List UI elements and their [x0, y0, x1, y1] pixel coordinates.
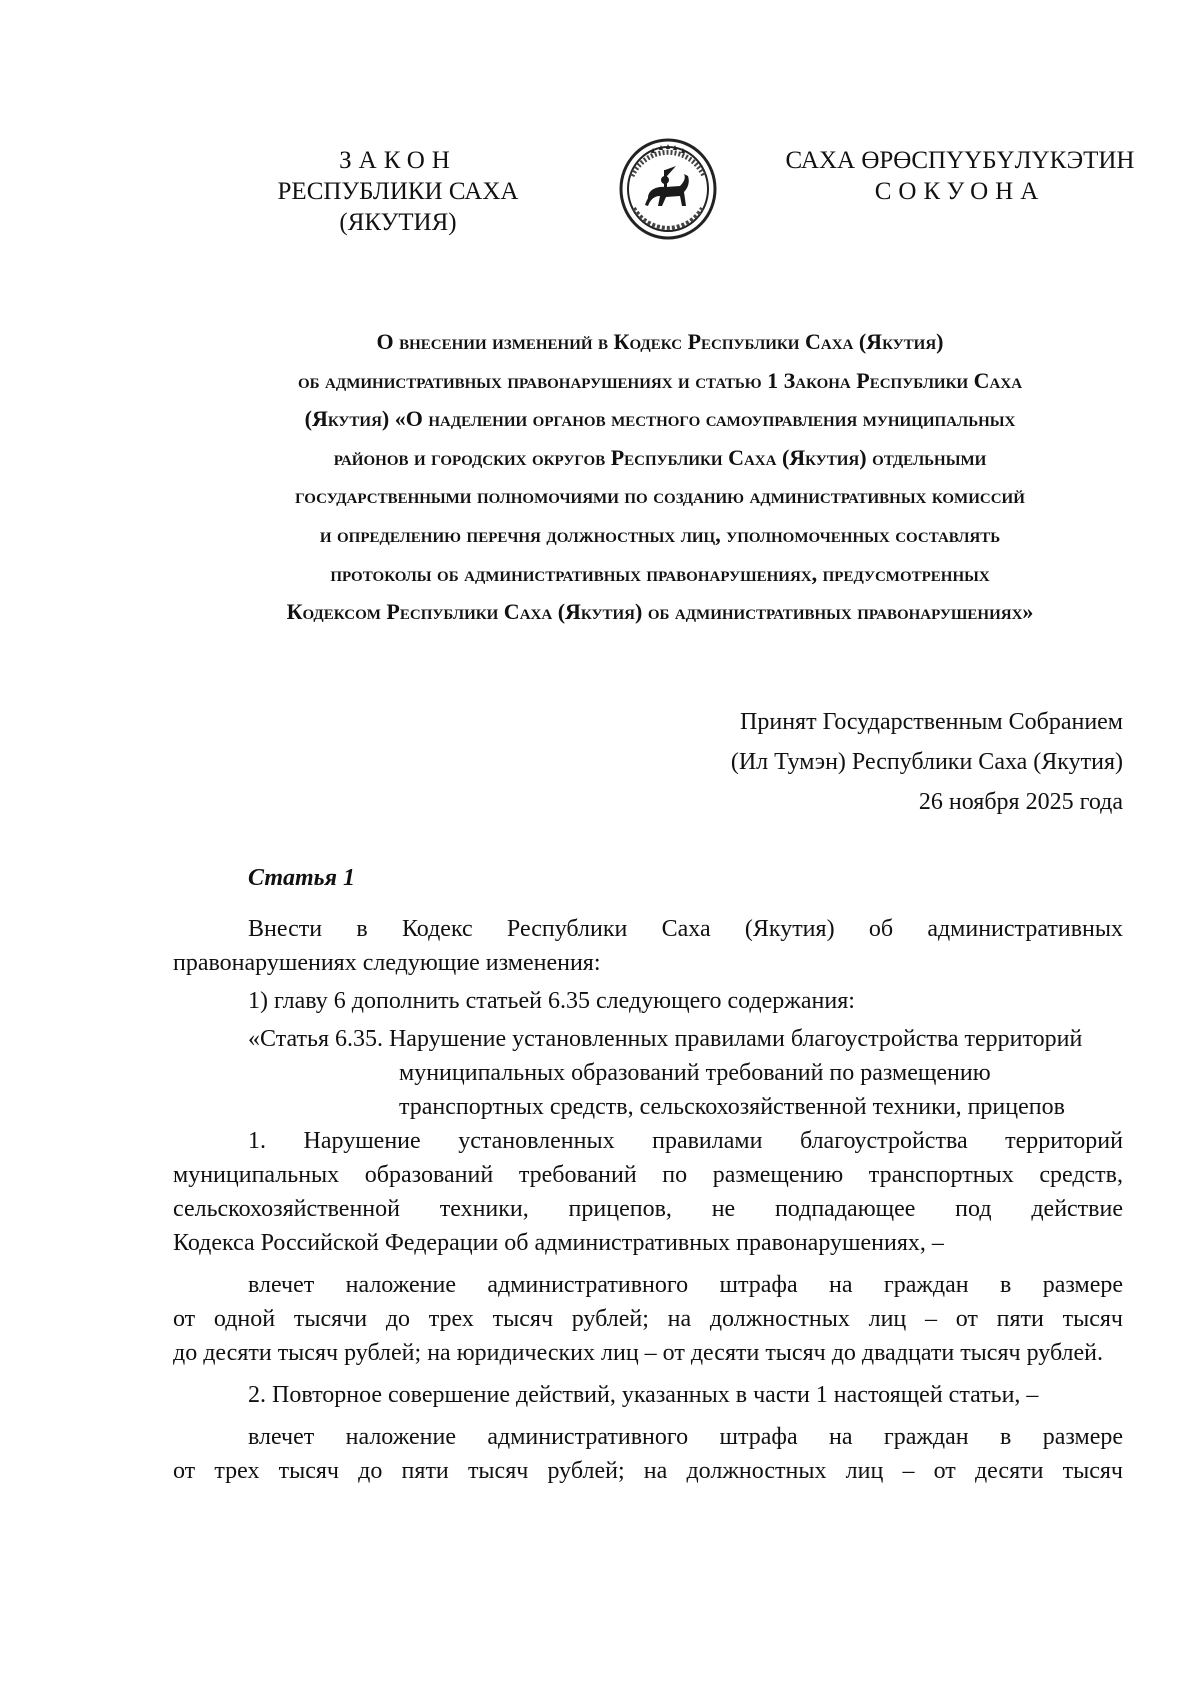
title-line: государственными полномочиями по созданию административных комиссий [295, 483, 1025, 509]
body-line: 1) главу 6 дополнить статьей 6.35 следующего содержания: [248, 988, 855, 1014]
title-line: Кодексом Республики Саха (Якутия) об административных правонарушениях» [286, 599, 1034, 625]
body-line: сельскохозяйственной техники, прицепов, не подпадающее под действие [173, 1196, 1123, 1222]
body-line: правонарушениях следующие изменения: [173, 950, 601, 976]
body-line: 2. Повторное совершение действий, указанных в части 1 настоящей статьи, – [248, 1382, 1039, 1408]
title-line: и определению перечня должностных лиц, уполномоченных составлять [319, 521, 1001, 547]
header-left-subtitle: РЕСПУБЛИКИ САХА (ЯКУТИЯ) [277, 178, 519, 236]
adoption-block [600, 702, 1123, 822]
article-body [173, 912, 1123, 1488]
body-line: муниципальных образований требований по размещению транспортных средств, [173, 1162, 1123, 1188]
body-line: муниципальных образований требований по размещению [399, 1060, 991, 1086]
body-line: до десяти тысяч рублей; на юридических лиц – от десяти тысяч до двадцати тысяч рублей. [173, 1340, 1104, 1366]
body-line: от трех тысяч до пяти тысяч рублей; на должностных лиц – от десяти тысяч [173, 1458, 1123, 1484]
law-title [150, 323, 1170, 632]
body-line: «Статья 6.35. Нарушение установленных правилами благоустройства территорий [248, 1026, 1083, 1052]
title-line: об административных правонарушениях и статью 1 Закона Республики Саха [297, 367, 1023, 393]
title-line: О внесении изменений в Кодекс Республики Саха (Якутия) [376, 329, 944, 354]
body-line: Кодекса Российской Федерации об административных правонарушениях, – [173, 1230, 944, 1256]
adoption-date: 26 ноября 2025 года [918, 789, 1123, 815]
adoption-line: (Ил Тумэн) Республики Саха (Якутия) [730, 749, 1123, 775]
body-line: транспортных средств, сельскохозяйственной техники, прицепов [399, 1094, 1065, 1120]
header-right-title: САХА ӨРӨСПҮҮБҮЛҮКЭТИН [785, 147, 1135, 174]
coat-of-arms-icon [618, 136, 718, 240]
header-left [218, 145, 578, 238]
title-line: протоколы об административных правонарушениях, предусмотренных [330, 560, 990, 586]
header-right [780, 145, 1140, 207]
article-heading: Статья 1 [248, 865, 356, 891]
body-line: влечет наложение административного штрафа на граждан в размере [248, 1424, 1123, 1450]
body-line: Внести в Кодекс Республики Саха (Якутия) об административных [248, 916, 1123, 942]
body-line: влечет наложение административного штрафа на граждан в размере [248, 1272, 1123, 1298]
title-line: (Якутия) «О наделении органов местного самоуправления муниципальных [304, 406, 1016, 432]
title-line: районов и городских округов Республики Саха (Якутия) отдельными [333, 444, 987, 470]
body-line: от одной тысячи до трех тысяч рублей; на должностных лиц – от пяти тысяч [173, 1306, 1123, 1332]
body-line: 1. Нарушение установленных правилами благоустройства территорий [248, 1128, 1123, 1154]
header-left-title: ЗАКОН [339, 147, 457, 174]
adoption-line: Принят Государственным Собранием [740, 709, 1123, 735]
header-right-subtitle: СОКУОНА [874, 178, 1046, 205]
